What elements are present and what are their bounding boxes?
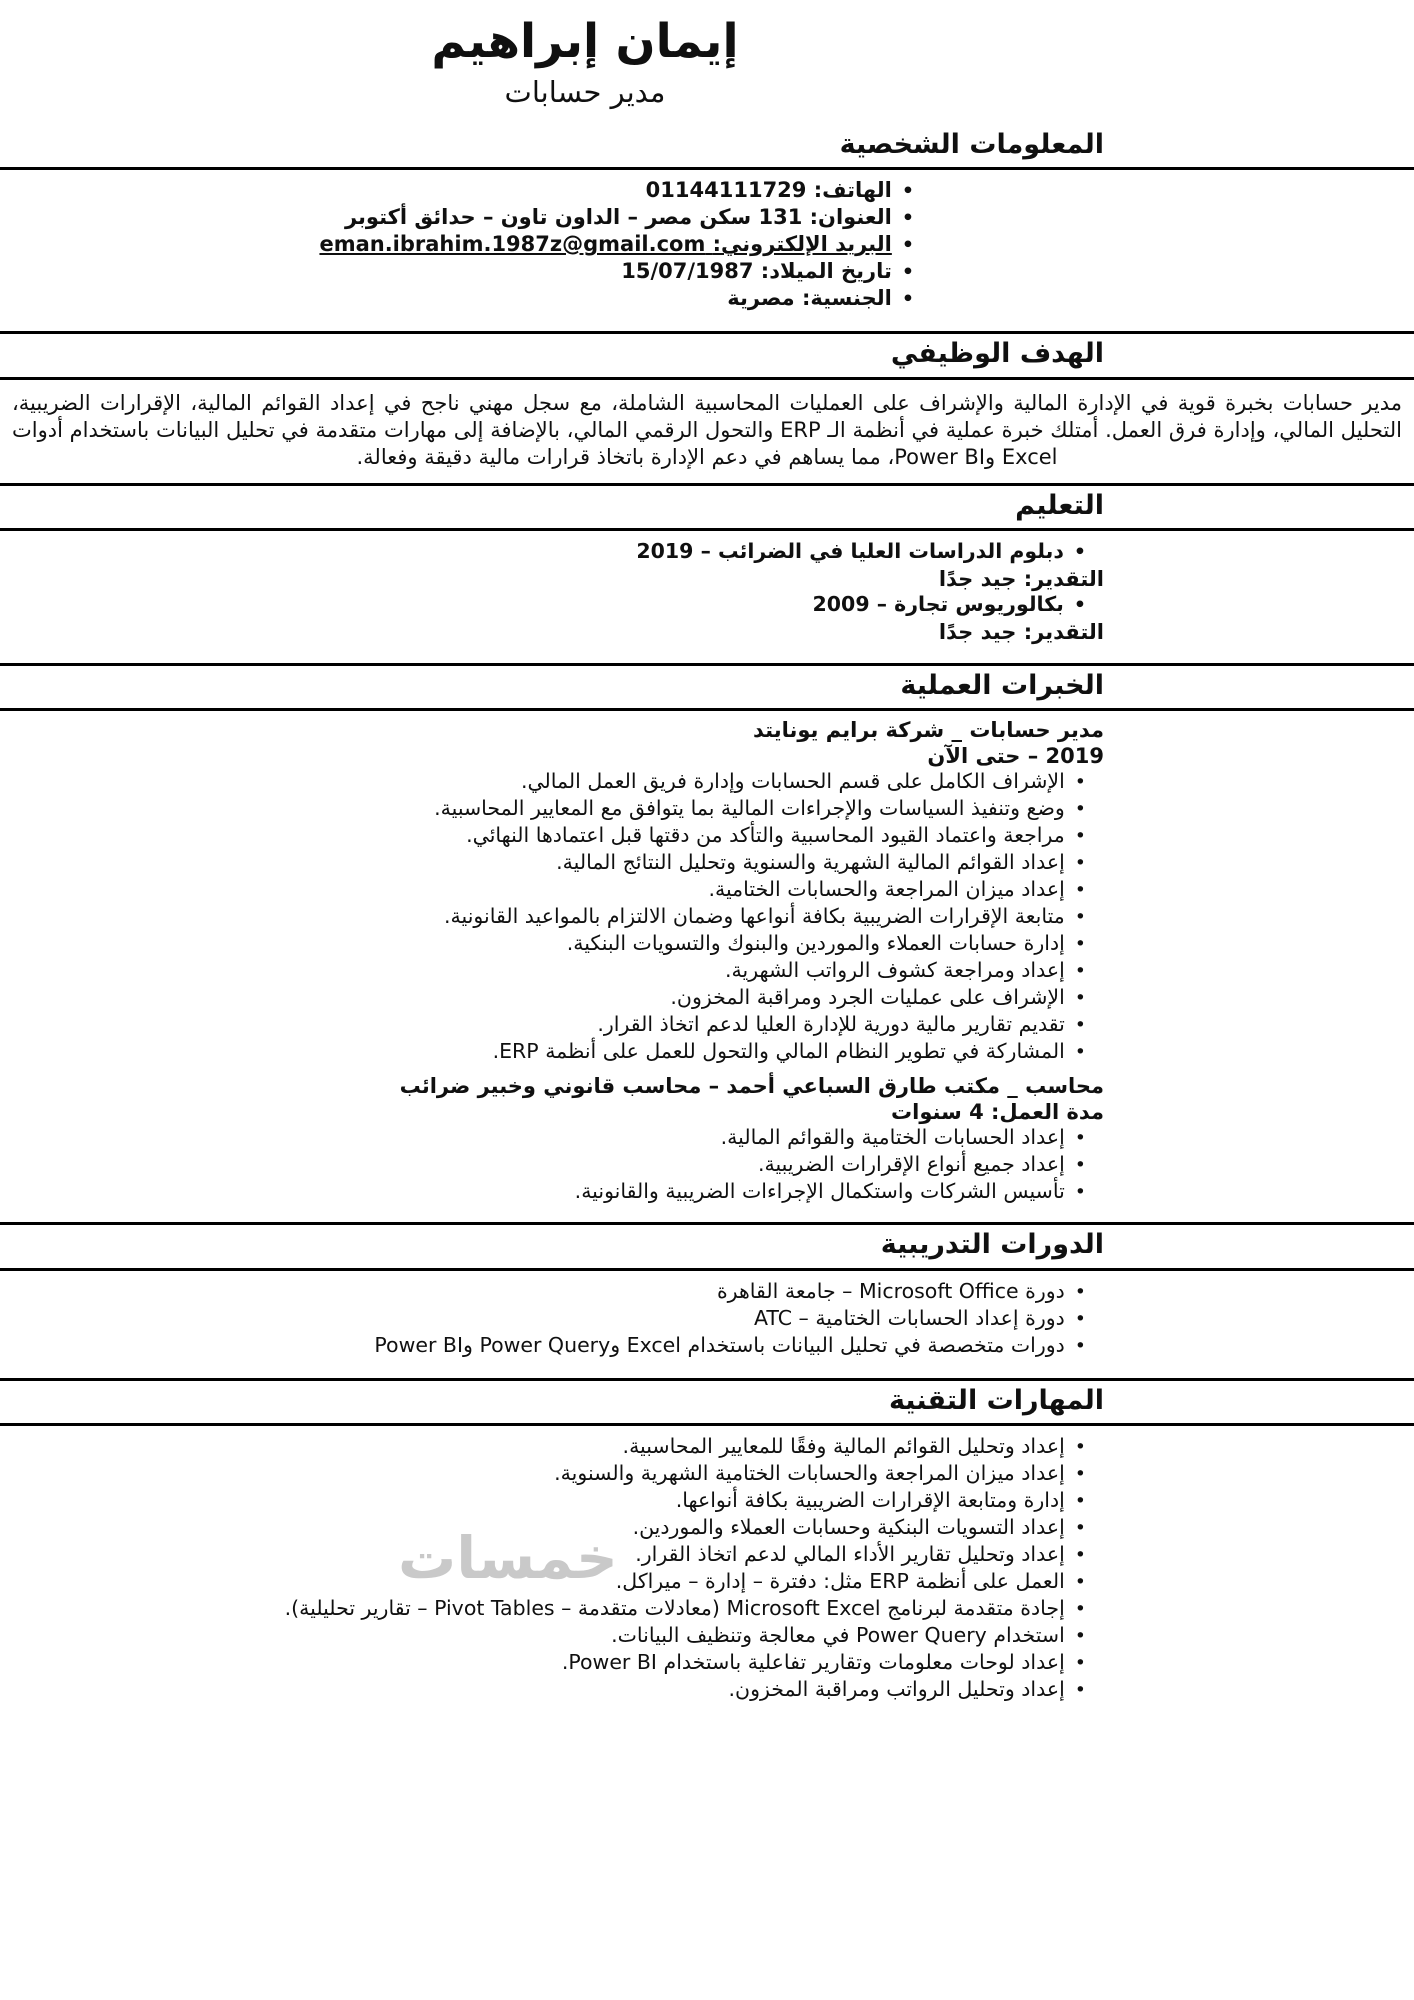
skill-text: إعداد وتحليل تقارير الأداء المالي لدعم اتخاذ القرار.: [635, 1542, 1065, 1567]
education-degree: [0, 539, 1414, 565]
courses-section-head: [0, 1222, 1414, 1270]
skills-section-head: [0, 1378, 1414, 1426]
duty-item: [0, 904, 1414, 930]
personal-item-nationality: [0, 286, 1414, 312]
skill-text: إعداد التسويات البنكية وحسابات العملاء والموردين.: [632, 1515, 1065, 1540]
bullet-icon: •: [1074, 852, 1086, 875]
education-section-head: [0, 483, 1414, 531]
personal-item-text: [345, 205, 892, 230]
bullet-icon: •: [1073, 540, 1086, 563]
bullet-icon: •: [1074, 1154, 1086, 1177]
job-period: 2019 – حتى الآن: [927, 744, 1104, 769]
degree-text: دبلوم الدراسات العليا في الضرائب – 2019: [636, 538, 1064, 563]
experience-section-head: [0, 663, 1414, 711]
skill-item: [0, 1434, 1414, 1460]
duty-item: [0, 823, 1414, 849]
course-text: دورة إعداد الحسابات الختامية – ATC: [753, 1305, 1065, 1330]
bullet-icon: •: [1074, 879, 1086, 902]
skill-item: [0, 1515, 1414, 1541]
bullet-icon: •: [1074, 987, 1086, 1010]
field-value: 15/07/1987: [621, 259, 754, 284]
section-title-education: التعليم: [1015, 489, 1104, 521]
duty-text: إعداد جميع أنواع الإقرارات الضريبية.: [757, 1152, 1065, 1177]
bullet-icon: •: [1074, 1334, 1086, 1357]
education-section: [0, 483, 1414, 651]
bullet-icon: •: [1074, 1544, 1086, 1567]
section-title-experience: الخبرات العملية: [900, 669, 1104, 701]
skill-item: [0, 1569, 1414, 1595]
personal-info-section: [0, 125, 1414, 319]
duty-text: إعداد الحسابات الختامية والقوائم المالية.: [720, 1125, 1065, 1150]
section-title-courses: الدورات التدريبية: [880, 1229, 1104, 1261]
job-entry: [0, 1073, 1414, 1205]
duty-item: [0, 796, 1414, 822]
bullet-icon: •: [1074, 906, 1086, 929]
skill-text: إعداد لوحات معلومات وتقارير تفاعلية باستخدام Power BI.: [561, 1650, 1065, 1675]
duty-text: تأسيس الشركات واستكمال الإجراءات الضريبية والقانونية.: [574, 1179, 1065, 1204]
bullet-icon: •: [1074, 1571, 1086, 1594]
skill-text: استخدام Power Query في معالجة وتنظيف البيانات.: [611, 1623, 1065, 1648]
course-text: دورة Microsoft Office – جامعة القاهرة: [716, 1278, 1065, 1303]
field-label: الجنسية:: [801, 286, 892, 311]
bullet-icon: •: [1074, 1517, 1086, 1540]
skill-text: إدارة ومتابعة الإقرارات الضريبية بكافة أنواعها.: [675, 1488, 1065, 1513]
field-label: البريد الإلكتروني:: [712, 232, 892, 257]
duty-item: [0, 931, 1414, 957]
bullet-icon: •: [901, 180, 914, 203]
bullet-icon: •: [1074, 825, 1086, 848]
course-item: [0, 1333, 1414, 1359]
skill-text: العمل على أنظمة ERP مثل: دفترة – إدارة – ميراكل.: [615, 1569, 1065, 1594]
duty-item: [0, 1012, 1414, 1038]
personal-info-list: [0, 170, 1414, 319]
education-grade: التقدير: جيد جدًا: [938, 566, 1104, 591]
bullet-icon: •: [901, 234, 914, 257]
bullet-icon: •: [1073, 593, 1086, 616]
duty-item: [0, 877, 1414, 903]
bullet-icon: •: [901, 261, 914, 284]
field-label: تاريخ الميلاد:: [760, 259, 892, 284]
skills-list: [0, 1426, 1414, 1710]
course-item: [0, 1306, 1414, 1332]
duty-item: [0, 1152, 1414, 1178]
bullet-icon: •: [1074, 1652, 1086, 1675]
personal-item-text: [646, 178, 892, 203]
bullet-icon: •: [1074, 960, 1086, 983]
bullet-icon: •: [901, 288, 914, 311]
field-value: مصرية: [727, 286, 795, 311]
courses-section: [0, 1222, 1414, 1365]
skill-item: [0, 1650, 1414, 1676]
bullet-icon: •: [1074, 1014, 1086, 1037]
courses-list: [0, 1271, 1414, 1366]
experience-jobs: [0, 711, 1414, 1210]
objective-section-head: [0, 331, 1414, 379]
personal-item-address: [0, 205, 1414, 231]
skill-item: [0, 1596, 1414, 1622]
objective-text: مدير حسابات بخبرة قوية في الإدارة المالية والإشراف على العمليات المحاسبية الشاملة، مع سجل مهني ناجح في إعداد القوائم المالية، الإقرارات الضريبية، التحليل المالي، وإدارة فرق العمل. أمتلك خبرة عملية في أنظمة الـ ERP والتحول الرقمي المالي، بالإضافة إلى مهارات متقدمة في تحليل البيانات باستخدام أدوات Excel وPower BI، مما يساهم في دعم الإدارة باتخاذ قرارات مالية دقيقة وفعالة.: [12, 390, 1403, 469]
bullet-icon: •: [901, 207, 914, 230]
skill-item: [0, 1677, 1414, 1703]
khamsat-watermark: خمسات: [398, 1524, 618, 1592]
resume-job-title: مدير حسابات: [504, 75, 666, 110]
job-heading: محاسب _ مكتب طارق السباعي أحمد – محاسب قانوني وخبير ضرائب: [399, 1074, 1104, 1099]
field-value: 01144111729: [645, 178, 807, 203]
divider-line: [0, 377, 1414, 380]
duty-text: وضع وتنفيذ السياسات والإجراءات المالية بما يتوافق مع المعايير المحاسبية.: [434, 796, 1065, 821]
duty-item: [0, 1125, 1414, 1151]
bullet-icon: •: [1074, 1679, 1086, 1702]
duty-text: إعداد ومراجعة كشوف الرواتب الشهرية.: [724, 958, 1065, 983]
bullet-icon: •: [1074, 1436, 1086, 1459]
skill-text: إعداد ميزان المراجعة والحسابات الختامية الشهرية والسنوية.: [554, 1461, 1065, 1486]
duty-text: إعداد القوائم المالية الشهرية والسنوية وتحليل النتائج المالية.: [556, 850, 1065, 875]
duty-item: [0, 985, 1414, 1011]
bullet-icon: •: [1074, 798, 1086, 821]
personal-item-text: [319, 232, 891, 257]
field-label: العنوان:: [809, 205, 892, 230]
duty-item: [0, 769, 1414, 795]
duty-text: تقديم تقارير مالية دورية للإدارة العليا لدعم اتخاذ القرار.: [597, 1012, 1065, 1037]
bullet-icon: •: [1074, 1181, 1086, 1204]
personal-item-email: [0, 232, 1414, 258]
duty-text: الإشراف الكامل على قسم الحسابات وإدارة فريق العمل المالي.: [520, 769, 1065, 794]
education-degree: [0, 592, 1414, 618]
bullet-icon: •: [1074, 1041, 1086, 1064]
duty-item: [0, 958, 1414, 984]
bullet-icon: •: [1074, 1463, 1086, 1486]
objective-section: [0, 331, 1414, 470]
duty-item: [0, 1039, 1414, 1065]
bullet-icon: •: [1074, 933, 1086, 956]
skill-text: إجادة متقدمة لبرنامج Microsoft Excel (معادلات متقدمة – Pivot Tables – تقارير تحليلية).: [284, 1596, 1065, 1621]
degree-text: بكالوريوس تجارة – 2009: [812, 591, 1064, 616]
duty-item: [0, 850, 1414, 876]
duty-text: الإشراف على عمليات الجرد ومراقبة المخزون.: [670, 985, 1065, 1010]
course-item: [0, 1279, 1414, 1305]
skill-text: إعداد وتحليل الرواتب ومراقبة المخزون.: [728, 1677, 1065, 1702]
skill-text: إعداد وتحليل القوائم المالية وفقًا للمعايير المحاسبية.: [622, 1434, 1065, 1459]
bullet-icon: •: [1074, 1625, 1086, 1648]
resume-header: [0, 0, 1414, 113]
personal-item-phone: [0, 178, 1414, 204]
section-title-objective: الهدف الوظيفي: [890, 338, 1104, 370]
personal-item-text: [727, 286, 892, 311]
job-entry: [0, 717, 1414, 1065]
duty-text: متابعة الإقرارات الضريبية بكافة أنواعها وضمان الالتزام بالمواعيد القانونية.: [444, 904, 1065, 929]
bullet-icon: •: [1074, 1280, 1086, 1303]
education-grade: التقدير: جيد جدًا: [938, 619, 1104, 644]
duty-item: [0, 1179, 1414, 1205]
bullet-icon: •: [1074, 1598, 1086, 1621]
skill-item: [0, 1488, 1414, 1514]
personal-info-section-head: [0, 125, 1414, 170]
education-list: [0, 531, 1414, 651]
duty-text: مراجعة واعتماد القيود المحاسبية والتأكد من دقتها قبل اعتمادها النهائي.: [466, 823, 1065, 848]
bullet-icon: •: [1074, 1307, 1086, 1330]
experience-section: [0, 663, 1414, 1210]
field-label: الهاتف:: [813, 178, 892, 203]
course-text: دورات متخصصة في تحليل البيانات باستخدام Excel وPower Query وPower BI: [374, 1332, 1065, 1357]
job-period: مدة العمل: 4 سنوات: [891, 1100, 1104, 1125]
email-link[interactable]: eman.ibrahim.1987z@gmail.com: [319, 232, 706, 257]
resume-name: إيمان إبراهيم: [431, 14, 739, 69]
section-title-personal-info: المعلومات الشخصية: [839, 128, 1104, 160]
field-value: 131 سكن مصر – الداون تاون – حدائق أكتوبر: [344, 205, 803, 230]
section-title-skills: المهارات التقنية: [888, 1384, 1104, 1416]
job-heading: مدير حسابات _ شركة برايم يونايتد: [753, 718, 1104, 743]
bullet-icon: •: [1074, 1127, 1086, 1150]
skills-section: [0, 1378, 1414, 1710]
duty-text: إدارة حسابات العملاء والموردين والبنوك والتسويات البنكية.: [566, 931, 1065, 956]
duty-text: المشاركة في تطوير النظام المالي والتحول للعمل على أنظمة ERP.: [492, 1039, 1065, 1064]
skill-item: [0, 1542, 1414, 1568]
bullet-icon: •: [1074, 771, 1086, 794]
personal-item-text: [621, 259, 892, 284]
skill-item: [0, 1623, 1414, 1649]
bullet-icon: •: [1074, 1490, 1086, 1513]
skill-item: [0, 1461, 1414, 1487]
personal-item-birthdate: [0, 259, 1414, 285]
duty-text: إعداد ميزان المراجعة والحسابات الختامية.: [708, 877, 1065, 902]
